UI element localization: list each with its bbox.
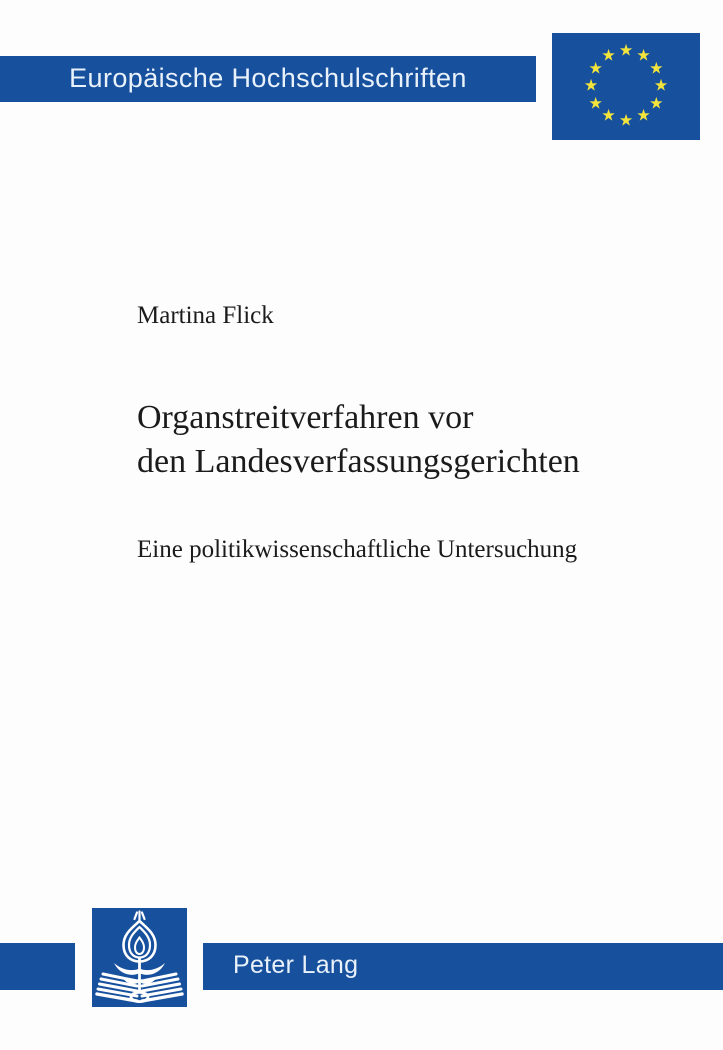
eu-star-icon: ★: [618, 42, 634, 60]
author-name: Martina Flick: [137, 302, 274, 329]
eu-star-icon: ★: [588, 60, 603, 78]
footer-left-bar: [0, 943, 75, 990]
eu-star-icon: ★: [653, 77, 669, 95]
eu-star-icon: ★: [601, 47, 616, 65]
eu-flag-icon: [552, 33, 700, 140]
eu-star-icon: ★: [636, 47, 651, 65]
book-title: [137, 396, 580, 484]
series-banner-label: Europäische Hochschulschriften: [69, 62, 467, 93]
eu-star-icon: ★: [636, 107, 651, 125]
eu-star-icon: ★: [588, 95, 603, 113]
book-title-line2: den Landesverfassungsgerichten: [137, 443, 580, 480]
publisher-banner: [203, 943, 723, 990]
publisher-logo-icon: [92, 908, 187, 1007]
eu-star-icon: ★: [618, 112, 634, 130]
book-title-line1: Organstreitverfahren vor: [137, 399, 474, 436]
series-banner: [0, 56, 536, 102]
eu-star-icon: ★: [649, 60, 664, 78]
publisher-banner-label: Peter Lang: [233, 951, 359, 979]
book-subtitle: Eine politikwissenschaftliche Untersuchung: [137, 536, 578, 563]
eu-star-icon: ★: [583, 77, 599, 95]
eu-star-icon: ★: [649, 95, 664, 113]
eu-star-icon: ★: [601, 107, 616, 125]
